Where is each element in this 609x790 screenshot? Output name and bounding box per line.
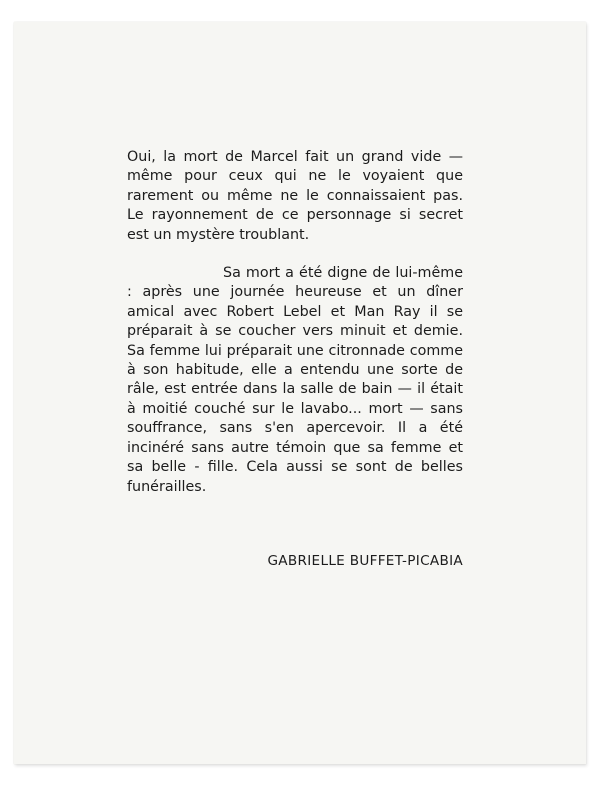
paragraph-1: Oui, la mort de Marcel fait un grand vide — même pour ceux qui ne le voyaient que rarement ou même ne le connaissaient pas. Le rayonnement de ce personnage si secret est un mystère troublant. <box>127 149 463 243</box>
letter-text <box>127 148 463 497</box>
paragraph-2: Sa mort a été digne de lui-même : après une journée heureuse et un dîner amical avec Robert Lebel et Man Ray il se préparait à se coucher vers minuit et demie. Sa femme lui préparait une citronnade comme à son habitude, elle a entendu une sorte de râle, est entrée dans la salle de bain — il était à moitié couché sur le lavabo... mort — sans souffrance, sans s'en apercevoir. Il a été incinéré sans autre témoin que sa femme et sa belle - fille. Cela aussi se sont de belles funérailles. <box>127 265 463 495</box>
signature: GABRIELLE BUFFET-PICABIA <box>267 553 463 569</box>
